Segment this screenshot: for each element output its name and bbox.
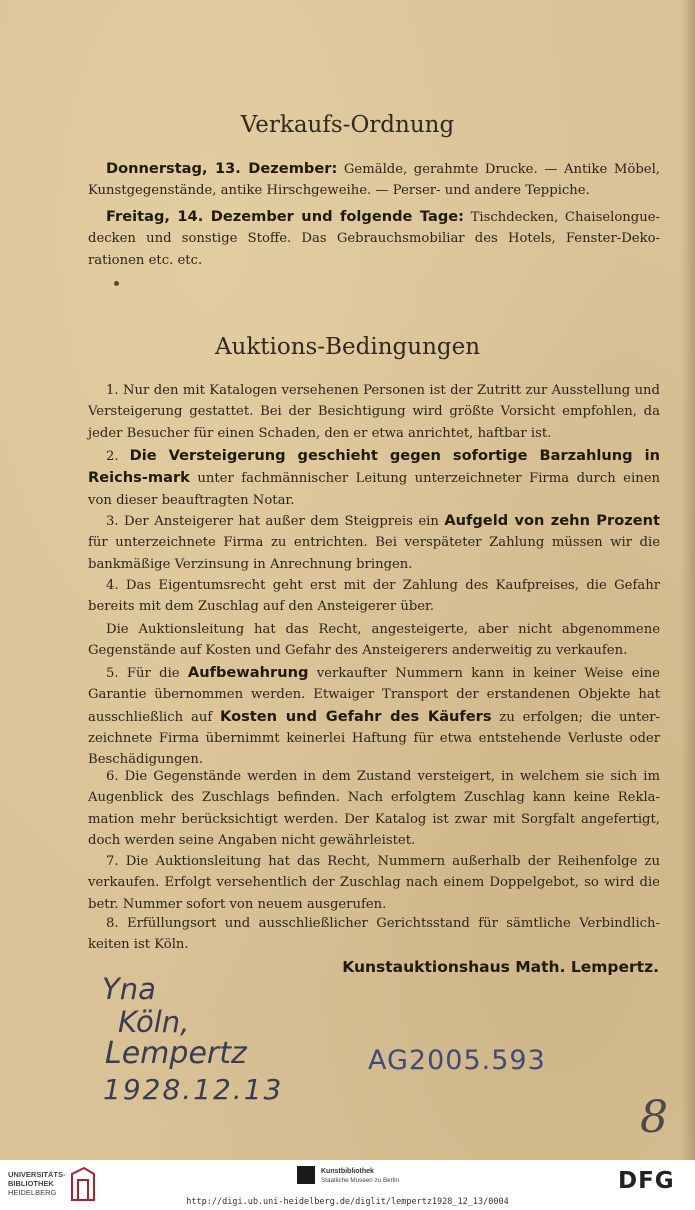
condition-3-bold: Aufgeld von zehn Prozent: [444, 512, 660, 529]
condition-5-text-start: 5. Für die: [106, 666, 188, 681]
page-edge-shadow: [681, 0, 695, 1160]
kunstbibliothek-name: Kunstbibliothek: [321, 1168, 374, 1175]
condition-8: 8. Erfüllungsort und ausschließlicher Gerichtsstand für sämtliche Verbindlich-keiten ist Köln.: [88, 916, 660, 953]
condition-3: [88, 510, 660, 575]
thursday-paragraph: [88, 158, 660, 202]
condition-5: [88, 662, 660, 770]
sale-order-heading: Verkaufs-Ordnung: [240, 112, 455, 138]
ink-spot: [114, 281, 119, 286]
condition-5-text-end: zu erfolgen; die unter-zeichnete Firma übernimmt keinerlei Haftung für etwa entstehende Verluste oder Beschädigungen.: [88, 709, 660, 768]
permalink-url[interactable]: http://digi.ub.uni-heidelberg.de/diglit/lempertz1928_12_13/0004: [186, 1197, 509, 1207]
condition-4-addendum: Die Auktionsleitung hat das Recht, angesteigerte, aber nicht abgenommene Gegenstände auf Kosten und Gefahr des Ansteigerers anderweitig zu verkaufen.: [88, 622, 660, 659]
handwritten-line-3: Lempertz: [105, 1036, 247, 1071]
dfg-logo: DFG: [618, 1168, 675, 1194]
condition-3-text-start: 3. Der Ansteigerer hat außer dem Steigpreis ein: [106, 514, 445, 529]
corner-pencil-mark: 8: [640, 1092, 668, 1143]
handwritten-line-1: Yna: [102, 972, 156, 1006]
auction-conditions-heading: Auktions-Bedingungen: [214, 334, 481, 360]
condition-3-text-end: für unterzeichnete Firma zu entrichten. Bei verspäteter Zahlung müssen wir die bankmäßige Verzinsung in Anrechnung bringen.: [88, 535, 660, 572]
condition-2-text: unter fachmännischer Leitung unterzeichneter Firma durch einen von dieser beauftragten Notar.: [88, 471, 660, 508]
condition-6: 6. Die Gegenstände werden in dem Zustand versteigert, in welchem sie sich im Augenblick des Zuschlags befinden. Nach erfolgtem Zuschlag kann keine Rekla-mation mehr berücksichtigt werden. Der Katalog ist zwar mit Sorgfalt angefertigt, doch werden seine Angaben nicht gewährleistet.: [88, 769, 660, 848]
condition-1: 1. Nur den mit Katalogen versehenen Personen ist der Zutritt zur Ausstellung und Versteigerung gestattet. Bei der Besichtigung wird größte Vorsicht empfohlen, da jeder Besucher für einen Schaden, den er etwa anrichtet, haftbar ist.: [88, 383, 660, 441]
condition-2-bold: Die Versteigerung geschieht gegen sofortige Barzahlung in Reichs-mark: [88, 447, 660, 487]
condition-5-text-mid: verkaufter Nummern kann in keiner Weise eine Garantie übernommen werden. Etwaiger Transport der erstandenen Objekte hat ausschließlich auf: [88, 666, 660, 725]
condition-4: 4. Das Eigentumsrecht geht erst mit der Zahlung des Kaufpreises, die Gefahr bereits mit dem Zuschlag auf den Ansteigerer über.: [88, 578, 660, 615]
handwritten-date: 1928.12.13: [103, 1073, 284, 1106]
kunstbibliothek-logo-icon: [297, 1166, 315, 1184]
condition-5-bold-storage: Aufbewahrung: [187, 664, 309, 681]
thursday-text: Gemälde, gerahmte Drucke. — Antike Möbel, Kunstgegenstände, antike Hirschgeweihe. — Perser- und andere Teppiche.: [88, 162, 660, 199]
ub-logo-text-1: UNIVERSITÄTS-: [8, 1170, 66, 1179]
condition-2-number: 2.: [106, 449, 130, 464]
friday-lead: Freitag, 14. Dezember und folgende Tage:: [106, 208, 465, 225]
thursday-lead: Donnerstag, 13. Dezember:: [106, 160, 338, 177]
handwritten-line-2: Köln,: [118, 1005, 190, 1039]
friday-text: Tischdecken, Chaiselongue-decken und sonstige Stoffe. Das Gebrauchsmobiliar des Hotels, Fenster-Deko-rationen etc. etc.: [88, 210, 660, 268]
ub-logo-text-3: HEIDELBERG: [8, 1188, 57, 1197]
friday-paragraph: [88, 206, 660, 271]
condition-5-bold-risk: Kosten und Gefahr des Käufers: [220, 707, 492, 725]
inventory-number: AG2005.593: [368, 1045, 546, 1076]
ub-logo-text-2: BIBLIOTHEK: [8, 1179, 54, 1188]
firm-signature: Kunstauktionshaus Math. Lempertz.: [342, 958, 659, 976]
condition-2: [88, 445, 660, 511]
kunstbibliothek-subtitle: Staatliche Museen zu Berlin: [321, 1177, 400, 1184]
condition-7: 7. Die Auktionsleitung hat das Recht, Nummern außerhalb der Reihenfolge zu verkaufen. Erfolgt versehentlich der Zuschlag nach einem Doppelgebot, so wird die betr. Nummer sofort von neuem ausgerufen.: [88, 854, 660, 912]
